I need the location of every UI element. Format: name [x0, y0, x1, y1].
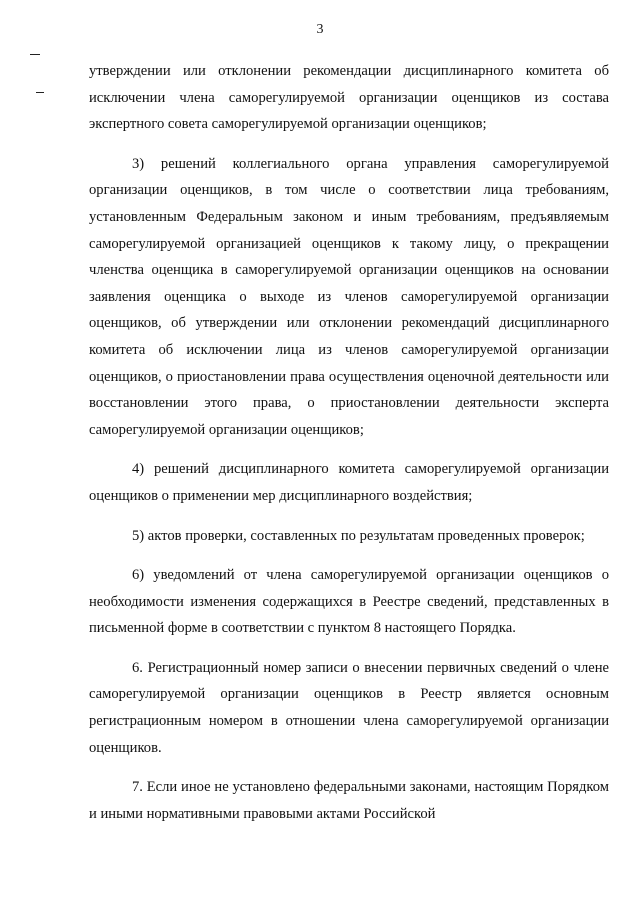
document-body: [89, 58, 609, 840]
paragraph-item-3: 3) решений коллегиального органа управления саморегулируемой организации оценщиков, в том числе о соответствии лица требованиям, установленным Федеральным законом и иным требованиям, предъявляемым саморегулируемой организацией оценщиков к такому лицу, о прекращении членства оценщика в саморегулируемой организации оценщиков на основании заявления оценщика о выходе из членов саморегулируемой организации оценщиков, об утверждении или отклонении рекомендаций дисциплинарного комитета об исключении лица из членов саморегулируемой организации оценщиков, о приостановлении права осуществления оценочной деятельности или восстановлении этого права, о приостановлении деятельности эксперта саморегулируемой организации оценщиков;: [89, 155, 609, 438]
scan-mark: [30, 54, 40, 55]
paragraph-item-6: 6) уведомлений от члена саморегулируемой организации оценщиков о необходимости изменения содержащихся в Реестре сведений, представленных в письменной форме в соответствии с пунктом 8 настоящего Порядка.: [89, 567, 609, 637]
page-number: 3: [316, 22, 324, 37]
paragraph-clause-6: 6. Регистрационный номер записи о внесении первичных сведений о члене саморегулируемой организации оценщиков в Реестр является основным регистрационным номером в отношении члена саморегулируемой организации оценщиков.: [89, 659, 609, 756]
paragraph-item-5: 5) актов проверки, составленных по результатам проведенных проверок;: [132, 527, 585, 544]
paragraph-item-4: 4) решений дисциплинарного комитета саморегулируемой организации оценщиков о применении мер дисциплинарного воздействия;: [89, 461, 609, 504]
paragraph-continuation: утверждении или отклонении рекомендации дисциплинарного комитета об исключении члена саморегулируемой организации оценщиков из состава экспертного совета саморегулируемой организации оценщиков;: [89, 63, 609, 133]
paragraph-clause-7: 7. Если иное не установлено федеральными законами, настоящим Порядком и иными нормативными правовыми актами Российской: [89, 779, 609, 822]
scan-mark: [36, 92, 44, 93]
